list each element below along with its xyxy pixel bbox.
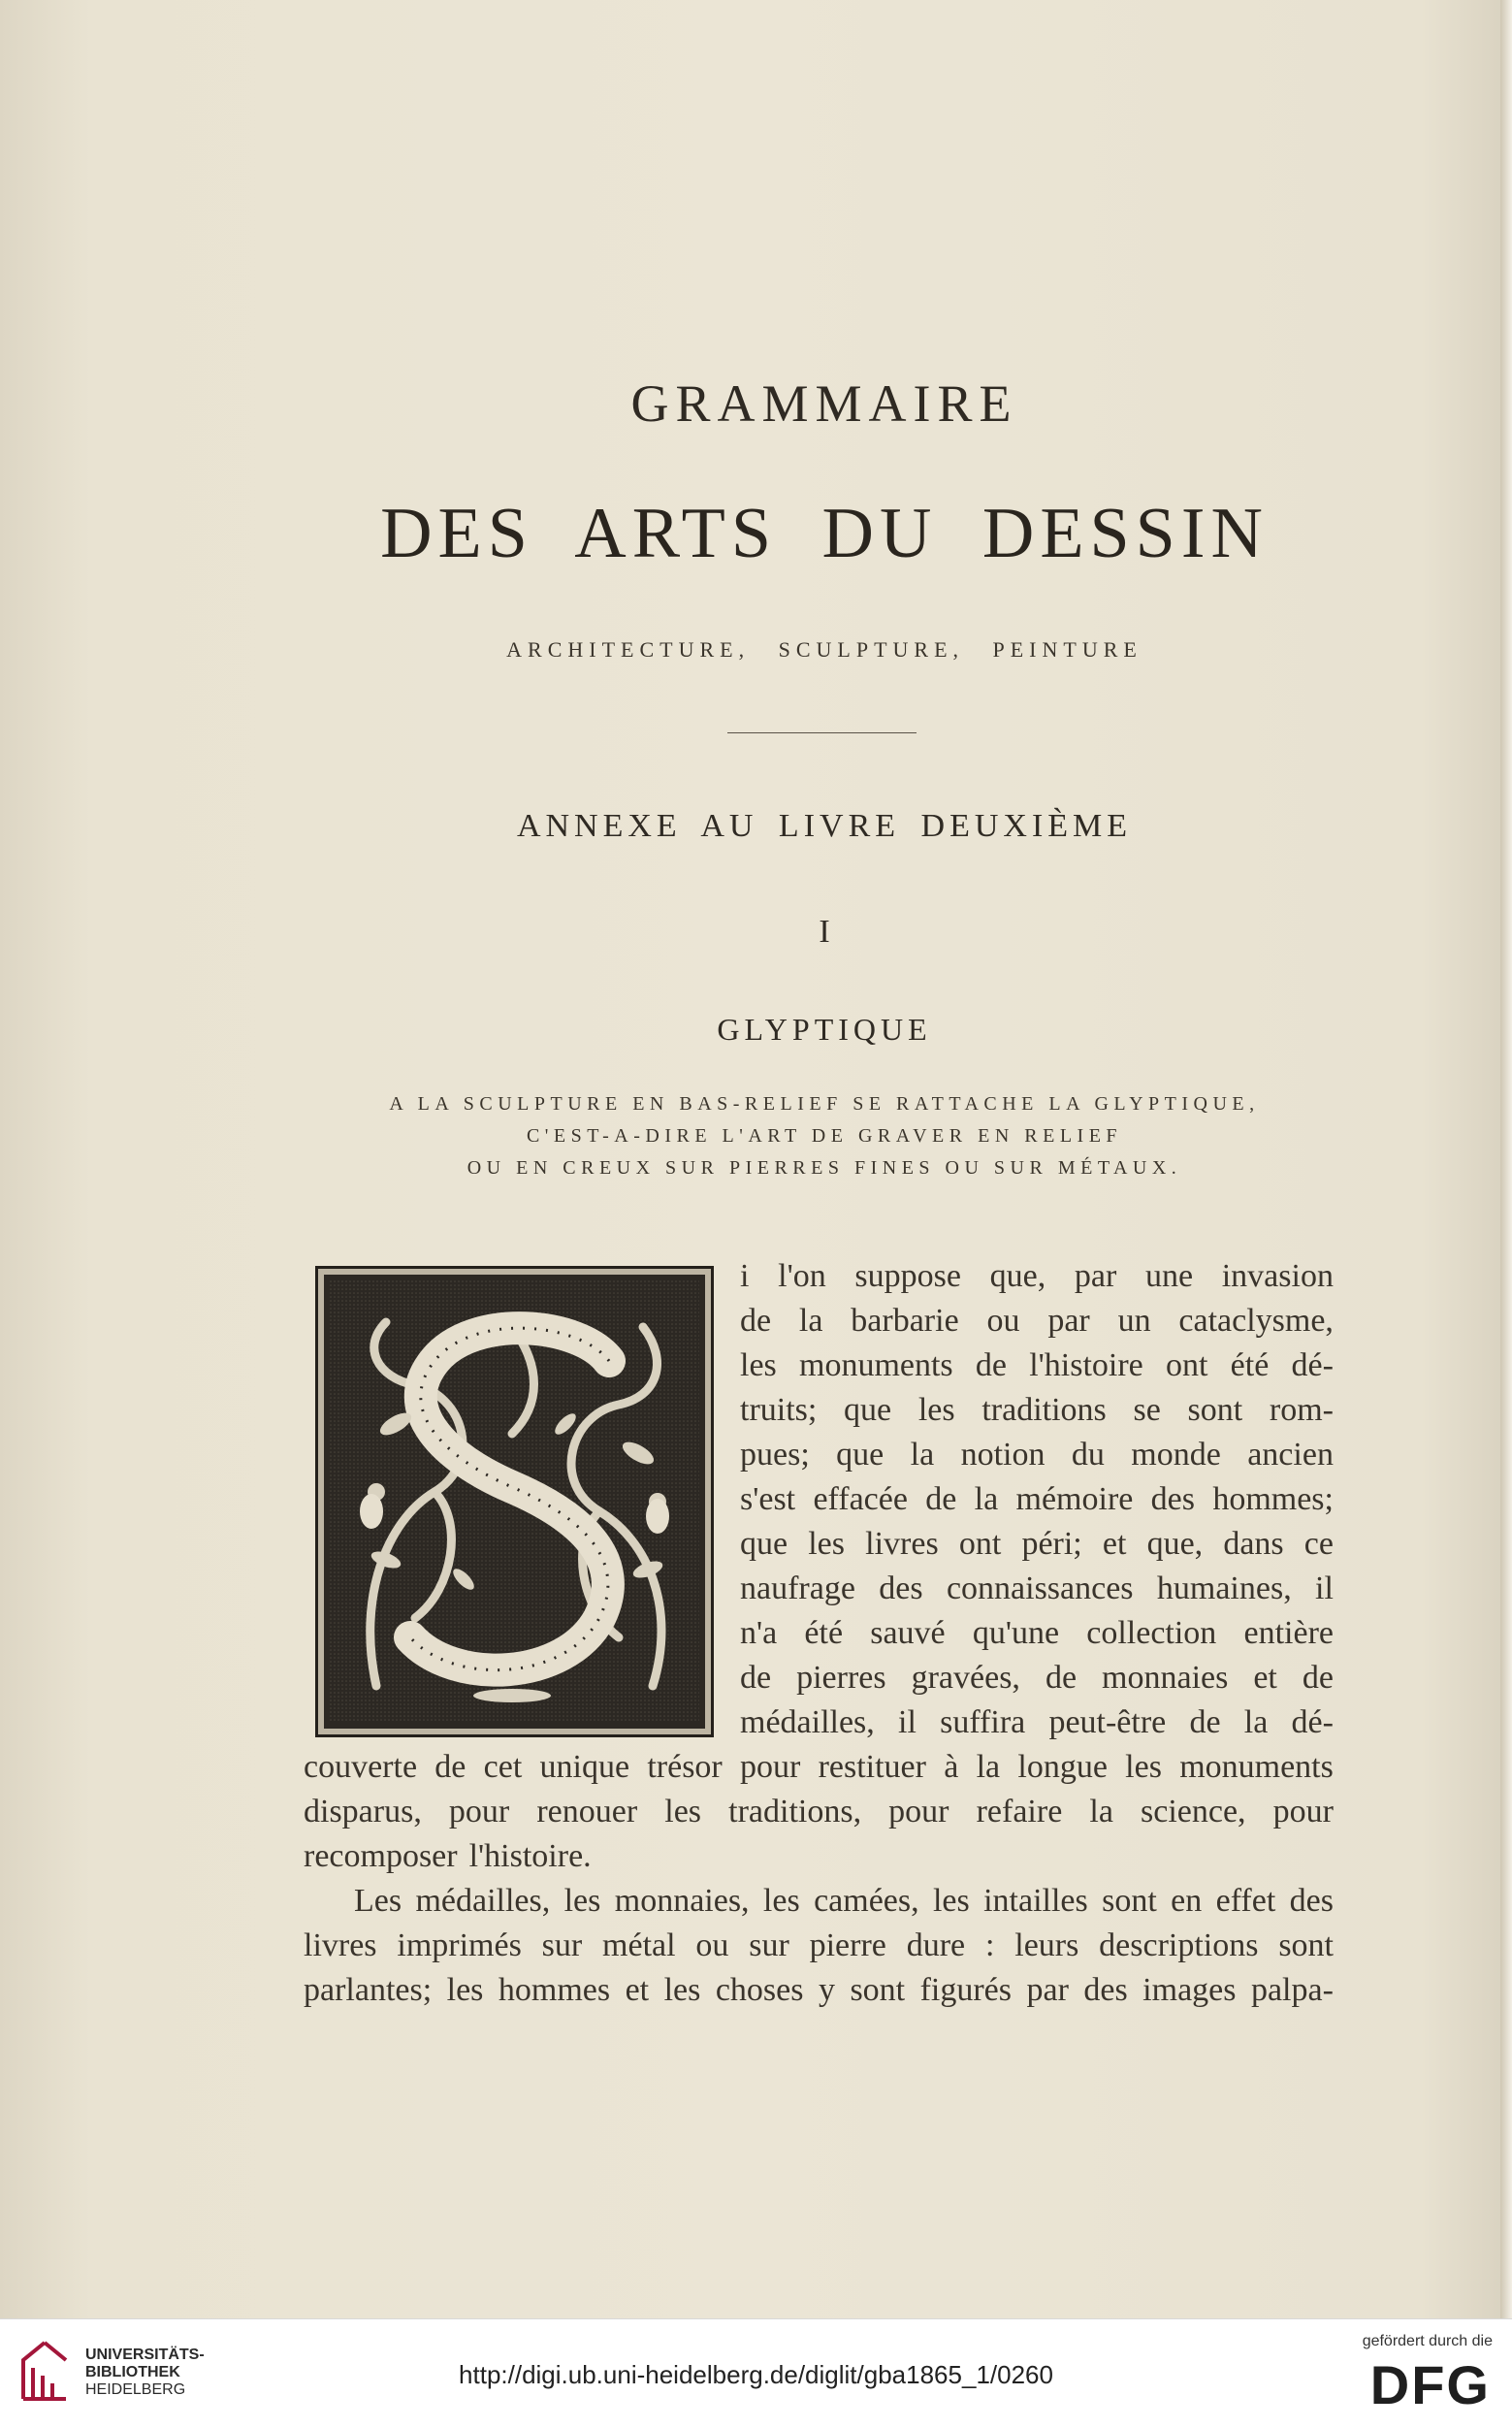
word: médailles, [740, 1704, 875, 1740]
word: imprimés [397, 1927, 522, 1963]
word: truits; [740, 1392, 818, 1428]
word: pour [740, 1749, 801, 1785]
word: péri; [1021, 1526, 1082, 1562]
word: dé- [1291, 1704, 1334, 1740]
word: s'est [740, 1481, 796, 1517]
word: restituer [818, 1749, 926, 1785]
word: pierre [809, 1927, 886, 1963]
text-line [304, 1656, 1334, 1700]
word: hommes [498, 1972, 611, 2008]
text-line [304, 1700, 1334, 1745]
word: de [925, 1481, 957, 1517]
text-line [304, 1879, 1334, 1924]
word: une [1144, 1258, 1194, 1294]
viewer-footer [0, 2318, 1512, 2428]
word: sur [749, 1927, 789, 1963]
word: barbarie [851, 1303, 959, 1339]
word: été [804, 1615, 844, 1651]
text-line [304, 1790, 1334, 1834]
title-des-arts-du-dessin: DES ARTS DU DESSIN [380, 494, 1269, 573]
word: y [818, 1972, 835, 2008]
word: l'histoire [1029, 1347, 1143, 1383]
word: notion [960, 1437, 1046, 1473]
chapter-summary [0, 1088, 1512, 1184]
library-name-line: UNIVERSITÄTS- [85, 2347, 205, 2363]
word: i [740, 1258, 750, 1294]
word: pierres [796, 1660, 886, 1696]
word: humaines, [1156, 1570, 1292, 1606]
word: dans [1223, 1526, 1284, 1562]
word: les [740, 1347, 777, 1383]
word: que, [1146, 1526, 1204, 1562]
word: descriptions [1099, 1927, 1259, 1963]
word: monuments [799, 1347, 953, 1383]
word: effacée [813, 1481, 908, 1517]
word: mémoire [1015, 1481, 1134, 1517]
word: traditions, [728, 1794, 862, 1829]
word: livres [865, 1526, 939, 1562]
word: refaire [976, 1794, 1063, 1829]
word: effet [1215, 1883, 1276, 1919]
word: des [1289, 1883, 1334, 1919]
text-line [304, 1834, 1334, 1879]
text-line [304, 1924, 1334, 1968]
word: cet [483, 1749, 523, 1785]
word: il [898, 1704, 917, 1740]
word: qu'une [972, 1615, 1060, 1651]
word: en [1171, 1883, 1203, 1919]
library-name-line: HEIDELBERG [85, 2381, 186, 2398]
word: monuments [1179, 1749, 1334, 1785]
word: été [1230, 1347, 1270, 1383]
word: la [798, 1303, 823, 1339]
title-grammaire: GRAMMAIRE [630, 374, 1018, 433]
word: un [1117, 1303, 1151, 1339]
word: l'on [778, 1258, 826, 1294]
subtitle-disciplines: ARCHITECTURE, SCULPTURE, PEINTURE [506, 637, 1142, 662]
word: la [910, 1437, 935, 1473]
word: disparus, [304, 1794, 422, 1829]
word: de [975, 1347, 1007, 1383]
word: que, [989, 1258, 1046, 1294]
text-line [304, 1433, 1334, 1477]
word: les [1125, 1749, 1162, 1785]
word: les [932, 1883, 970, 1919]
word: les [762, 1883, 800, 1919]
word: la [1089, 1794, 1113, 1829]
library-name-line: BIBLIOTHEK [85, 2364, 180, 2380]
word: de [1302, 1660, 1334, 1696]
word: connaissances [946, 1570, 1134, 1606]
word: et [1102, 1526, 1127, 1562]
text-line [304, 1611, 1334, 1656]
word: pour [448, 1794, 510, 1829]
word: et [625, 1972, 650, 2008]
word: couverte [304, 1749, 418, 1785]
word: à [944, 1749, 959, 1785]
word: la [976, 1749, 1001, 1785]
word: livres [304, 1927, 377, 1963]
word: leurs [1014, 1927, 1079, 1963]
word: cataclysme, [1178, 1303, 1334, 1339]
word: naufrage [740, 1570, 855, 1606]
word: pues; [740, 1437, 810, 1473]
word: Les [354, 1883, 402, 1919]
word: sauvé [870, 1615, 946, 1651]
text-line [304, 1522, 1334, 1567]
word: rom- [1269, 1392, 1334, 1428]
word: ont [958, 1526, 1002, 1562]
word: monnaies, [614, 1883, 750, 1919]
word: ou [986, 1303, 1020, 1339]
word: les [917, 1392, 955, 1428]
word: de [434, 1749, 466, 1785]
body-text [304, 1254, 1334, 2013]
text-line [304, 1299, 1334, 1343]
word: : [984, 1927, 995, 1963]
word: parlantes; [304, 1972, 433, 2008]
word: que [844, 1392, 892, 1428]
text-line [304, 1477, 1334, 1522]
word: l'histoire. [468, 1838, 592, 1874]
word: par [1047, 1303, 1090, 1339]
word: du [1071, 1437, 1105, 1473]
word: la [974, 1481, 999, 1517]
section-number: I [819, 914, 830, 950]
word: dé- [1291, 1347, 1334, 1383]
word: métal [602, 1927, 676, 1963]
word: n'a [740, 1615, 778, 1651]
word: des [879, 1570, 923, 1606]
word: sont [850, 1972, 906, 2008]
word: se [1133, 1392, 1161, 1428]
word: que [740, 1526, 788, 1562]
word: les [563, 1883, 601, 1919]
word: que [836, 1437, 885, 1473]
word: par [1026, 1972, 1069, 2008]
text-line [304, 1968, 1334, 2013]
word: les [664, 1794, 702, 1829]
word: de [740, 1303, 772, 1339]
text-line [304, 1343, 1334, 1388]
word: les [808, 1526, 846, 1562]
word: la [1243, 1704, 1269, 1740]
summary-line: A LA SCULPTURE EN BAS-RELIEF SE RATTACHE LA GLYPTIQUE, [389, 1093, 1260, 1115]
text-line [304, 1745, 1334, 1790]
word: hommes; [1212, 1481, 1334, 1517]
word: palpa- [1250, 1972, 1334, 2008]
word: dure [906, 1927, 966, 1963]
text-line [304, 1254, 1334, 1299]
word: les [446, 1972, 484, 2008]
word: unique [539, 1749, 630, 1785]
word: sont [1187, 1392, 1243, 1428]
text-line [304, 1567, 1334, 1611]
word: figurés [919, 1972, 1013, 2008]
word: suppose [854, 1258, 961, 1294]
word: ce [1303, 1526, 1334, 1562]
word: images [1142, 1972, 1237, 2008]
word: peut-être [1048, 1704, 1167, 1740]
word: entière [1243, 1615, 1334, 1651]
word: pour [888, 1794, 949, 1829]
word: trésor [647, 1749, 723, 1785]
permalink-url[interactable]: http://digi.ub.uni-heidelberg.de/diglit/gba1865_1/0260 [459, 2360, 1053, 2389]
word: de [740, 1660, 772, 1696]
word: pour [1272, 1794, 1334, 1829]
word: science, [1141, 1794, 1246, 1829]
text-line [304, 1388, 1334, 1433]
annexe-heading: ANNEXE AU LIVRE DEUXIÈME [516, 808, 1133, 844]
word: intailles [983, 1883, 1088, 1919]
word: les [663, 1972, 701, 2008]
word: et [1253, 1660, 1277, 1696]
word: médailles, [415, 1883, 551, 1919]
word: choses [715, 1972, 804, 2008]
word: monde [1131, 1437, 1221, 1473]
word: ou [695, 1927, 729, 1963]
word: collection [1086, 1615, 1217, 1651]
word: recomposer [304, 1838, 458, 1874]
word: par [1074, 1258, 1117, 1294]
word: il [1315, 1570, 1334, 1606]
word: des [1083, 1972, 1128, 2008]
word: traditions [981, 1392, 1107, 1428]
summary-line: OU EN CREUX SUR PIERRES FINES OU SUR MÉTAUX. [466, 1157, 1182, 1179]
word: camées, [814, 1883, 919, 1919]
funding-note: gefördert durch die [1362, 2333, 1493, 2349]
word: sont [1102, 1883, 1157, 1919]
word: de [1045, 1660, 1078, 1696]
dfg-logo: DFG [1369, 2354, 1491, 2415]
word: ont [1165, 1347, 1208, 1383]
word: sont [1278, 1927, 1334, 1963]
word: longue [1017, 1749, 1108, 1785]
summary-line: C'EST-A-DIRE L'ART DE GRAVER EN RELIEF [526, 1125, 1123, 1147]
word: ancien [1247, 1437, 1334, 1473]
word: de [1189, 1704, 1221, 1740]
word: renouer [536, 1794, 638, 1829]
divider-rule [727, 732, 917, 733]
word: suffira [940, 1704, 1026, 1740]
word: gravées, [911, 1660, 1020, 1696]
word: des [1150, 1481, 1195, 1517]
word: invasion [1221, 1258, 1334, 1294]
word: sur [541, 1927, 583, 1963]
word: monnaies [1102, 1660, 1229, 1696]
section-title: GLYPTIQUE [717, 1012, 932, 1047]
